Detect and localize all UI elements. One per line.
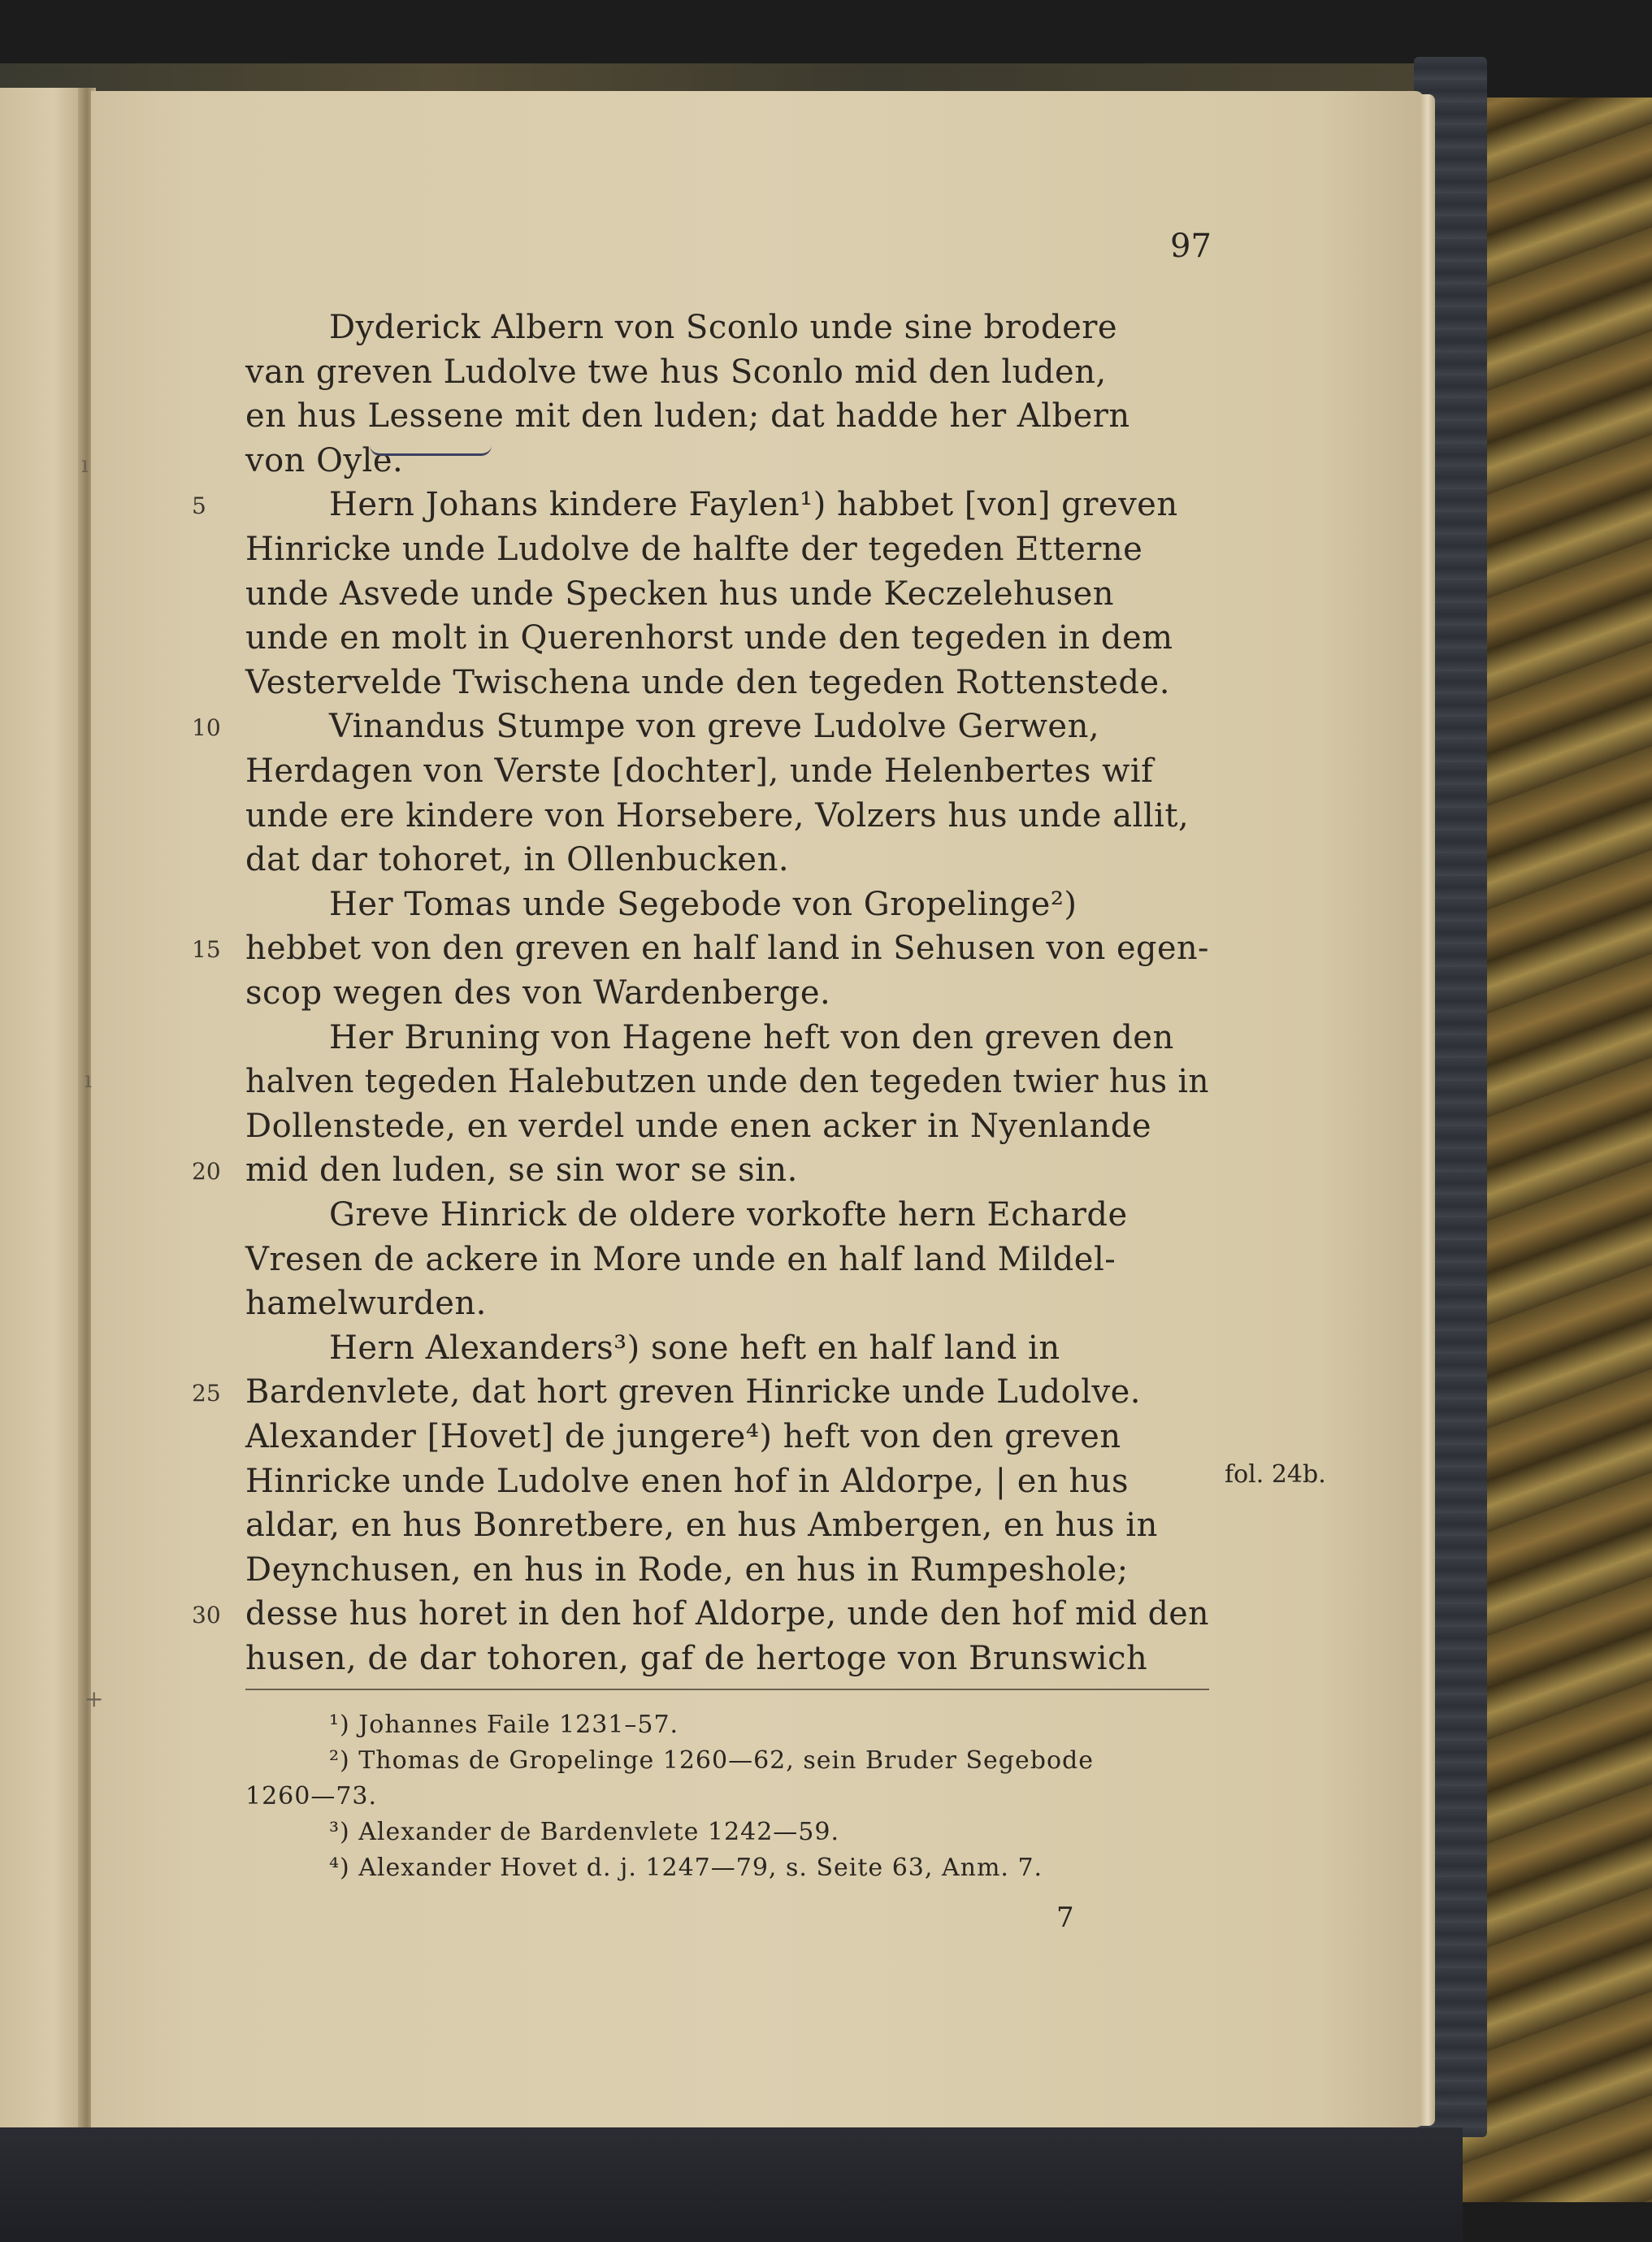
text-line: Hern Johans kindere Faylen¹) habbet [von] greven	[329, 486, 1178, 524]
line-number: 25	[192, 1380, 221, 1407]
page-edge	[1420, 94, 1435, 2126]
text-line: mid den luden, se sin wor se sin.	[245, 1151, 798, 1190]
text-line: husen, de dar tohoren, gaf de hertoge von Brunswich	[245, 1640, 1148, 1677]
line-number: 15	[192, 936, 221, 964]
text-line: en hus Lessene mit den luden; dat hadde her Albern	[245, 397, 1130, 436]
text-line: hamelwurden.	[245, 1285, 487, 1323]
text-line: Vinandus Stumpe von greve Ludolve Gerwen,	[329, 708, 1100, 746]
footnote: 1260—73.	[245, 1782, 378, 1811]
text-line: Her Tomas unde Segebode von Gropelinge²)	[329, 885, 1077, 923]
page-number: 97	[1170, 228, 1212, 265]
text-line: van greven Ludolve twe hus Sconlo mid den luden,	[245, 353, 1107, 391]
footnote: ²) Thomas de Gropelinge 1260—62, sein Bruder Segebode	[329, 1746, 1094, 1775]
book-cover-bottom	[0, 2127, 1463, 2242]
folio-margin-note: fol. 24b.	[1225, 1460, 1326, 1489]
text-line: von Oyle.	[245, 441, 404, 479]
line-number: 20	[192, 1158, 221, 1186]
text-line: Vestervelde Twischena unde den tegeden Rottenstede.	[245, 663, 1170, 701]
text-line: Hinricke unde Ludolve de halfte der tegeden Etterne	[245, 531, 1143, 568]
text-line: Hinricke unde Ludolve enen hof in Aldorpe, | en hus	[245, 1462, 1129, 1500]
footnote: ³) Alexander de Bardenvlete 1242—59.	[329, 1818, 839, 1846]
text-line: halven tegeden Halebutzen unde den tegeden twier hus in	[245, 1063, 1209, 1101]
text-line: hebbet von den greven en half land in Sehusen von egen-	[245, 930, 1209, 968]
pencil-mark: +	[85, 1685, 104, 1712]
text-line: unde ere kindere von Horsebere, Volzers hus unde allit,	[245, 796, 1190, 835]
text-line: Alexander [Hovet] de jungere⁴) heft von den greven	[245, 1418, 1121, 1455]
pencil-mark: ı	[81, 451, 89, 478]
footnote-rule	[245, 1689, 1209, 1690]
signature-mark: 7	[1056, 1902, 1074, 1934]
footnote: ¹) Johannes Faile 1231–57.	[329, 1711, 679, 1739]
text-line: Hern Alexanders³) sone heft en half land in	[329, 1329, 1060, 1367]
text-line: dat dar tohoret, in Ollenbucken.	[245, 841, 790, 879]
ink-underline	[370, 445, 492, 456]
left-page	[0, 88, 89, 2127]
text-line: Dollenstede, en verdel unde enen acker in Nyenlande	[245, 1107, 1152, 1145]
text-line: Bardenvlete, dat hort greven Hinricke unde Ludolve.	[245, 1373, 1141, 1412]
text-line: desse hus horet in den hof Aldorpe, unde den hof mid den	[245, 1595, 1209, 1633]
text-line: Her Bruning von Hagene heft von den greven den	[329, 1018, 1174, 1056]
footnote: ⁴) Alexander Hovet d. j. 1247—79, s. Seite 63, Anm. 7.	[329, 1854, 1043, 1882]
text-line: Deynchusen, en hus in Rode, en hus in Rumpeshole;	[245, 1550, 1129, 1589]
text-line: Herdagen von Verste [dochter], unde Helenbertes wif	[245, 752, 1154, 790]
line-number: 5	[192, 492, 206, 520]
text-line: Greve Hinrick de oldere vorkofte hern Echarde	[329, 1196, 1128, 1234]
text-line: unde en molt in Querenhorst unde den tegeden in dem	[245, 619, 1173, 657]
line-number: 30	[192, 1602, 221, 1629]
text-line: Dyderick Albern von Sconlo unde sine brodere	[329, 309, 1118, 346]
text-line: scop wegen des von Wardenberge.	[245, 974, 831, 1012]
pencil-mark: ı	[85, 1066, 92, 1093]
text-line: Vresen de ackere in More unde en half land Mildel-	[245, 1240, 1117, 1278]
text-line: aldar, en hus Bonretbere, en hus Ambergen, en hus in	[245, 1507, 1158, 1545]
line-number: 10	[192, 714, 221, 742]
text-line: unde Asvede unde Specken hus unde Keczelehusen	[245, 575, 1115, 613]
